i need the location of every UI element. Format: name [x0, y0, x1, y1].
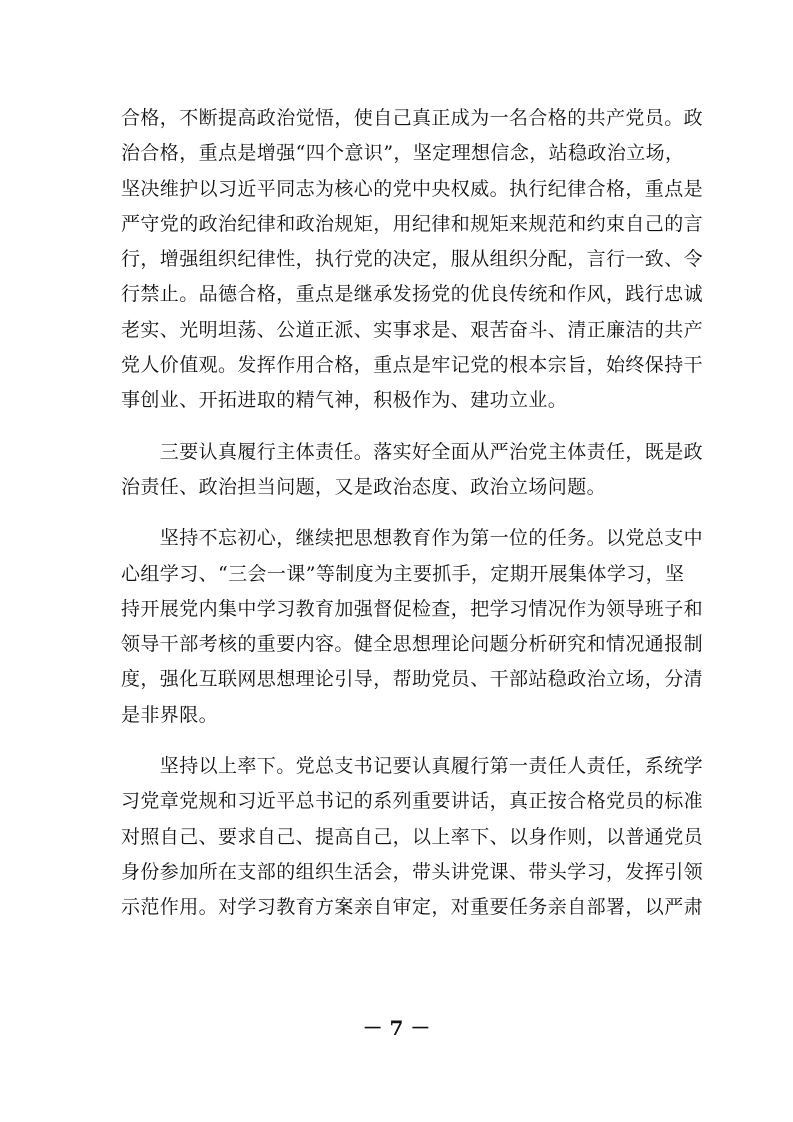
text-line: 坚持不忘初心，继续把思想教育作为第一位的任务。以党总支中	[121, 527, 704, 550]
paragraph-spacer	[121, 505, 681, 521]
body-text	[121, 101, 704, 926]
paragraph-spacer	[121, 733, 681, 749]
text-line: 事创业、开拓进取的精气神，积极作为、建功立业。	[121, 389, 568, 412]
paragraph	[121, 101, 704, 419]
text-line: 度，强化互联网思想理论引导，帮助党员、干部站稳政治立场，分清	[121, 668, 704, 691]
paragraph	[121, 435, 704, 506]
text-line: 坚决维护以习近平同志为核心的党中央权威。执行纪律合格，重点是	[121, 177, 704, 200]
text-line: 坚持以上率下。党总支书记要认真履行第一责任人责任，系统学	[121, 755, 704, 778]
text-line: 示范作用。对学习教育方案亲自审定，对重要任务亲自部署，以严肃	[121, 896, 704, 919]
text-line: 行，增强组织纪律性，执行党的决定，服从组织分配，言行一致、令	[121, 248, 704, 271]
text-line: 治合格，重点是增强“四个意识”，坚定理想信念，站稳政治立场，	[121, 142, 685, 165]
text-line: 老实、光明坦荡、公道正派、实事求是、艰苦奋斗、清正廉洁的共产	[121, 318, 704, 341]
text-line: 对照自己、要求自己、提高自己，以上率下、以身作则，以普通党员	[121, 825, 704, 848]
page-number: － 7 －	[362, 1016, 431, 1040]
text-line: 治责任、政治担当问题，又是政治态度、政治立场问题。	[121, 475, 607, 498]
paragraph	[121, 521, 704, 733]
paragraph	[121, 749, 704, 925]
text-line: 习党章党规和习近平总书记的系列重要讲话，真正按合格党员的标准	[121, 790, 704, 813]
text-line: 严守党的政治纪律和政治规矩，用纪律和规矩来规范和约束自己的言	[121, 212, 704, 235]
text-line: 是非界限。	[121, 703, 219, 726]
text-line: 行禁止。品德合格，重点是继承发扬党的优良传统和作风，践行忠诚	[121, 283, 704, 306]
text-line: 心组学习、“三会一课”等制度为主要抓手，定期开展集体学习，坚	[121, 562, 685, 585]
text-line: 持开展党内集中学习教育加强督促检查，把学习情况作为领导班子和	[121, 597, 704, 620]
text-line: 领导干部考核的重要内容。健全思想理论问题分析研究和情况通报制	[121, 633, 704, 656]
paragraph-spacer	[121, 419, 681, 435]
text-line: 党人价值观。发挥作用合格，重点是牢记党的根本宗旨，始终保持干	[121, 354, 704, 377]
text-line: 合格，不断提高政治觉悟，使自己真正成为一名合格的共产党员。政	[121, 107, 704, 129]
text-line: 身份参加所在支部的组织生活会，带头讲党课、带头学习，发挥引领	[121, 860, 704, 883]
text-line: 三要认真履行主体责任。落实好全面从严治党主体责任，既是政	[121, 440, 704, 463]
